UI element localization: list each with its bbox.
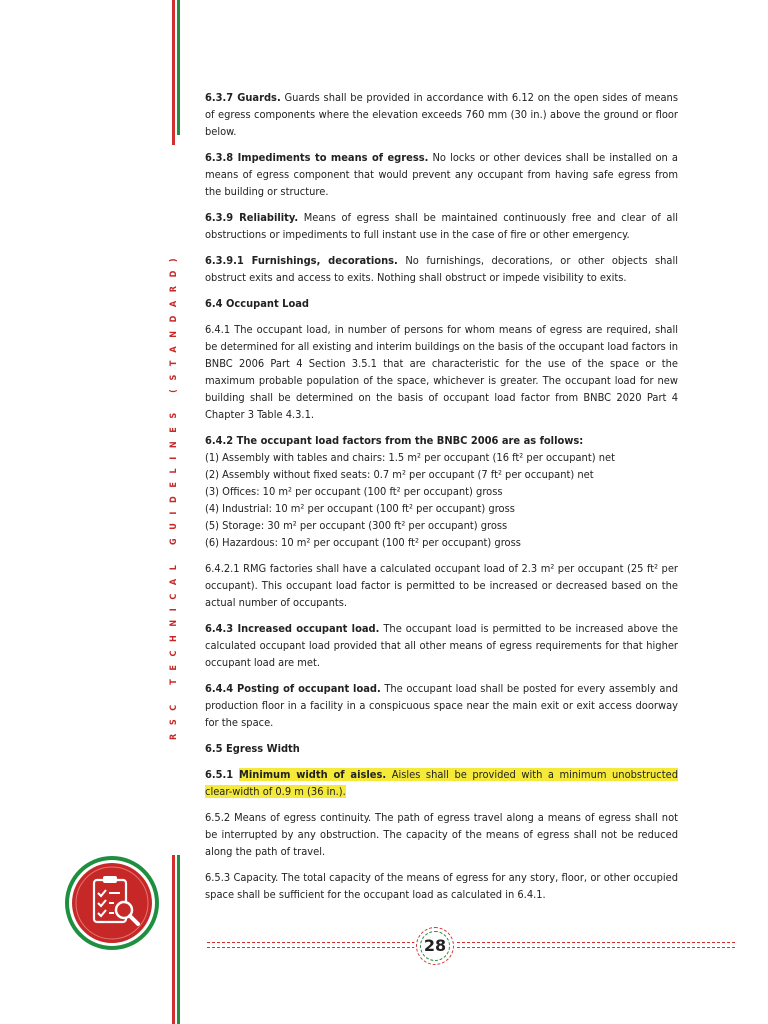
occupant-load-factors — [205, 432, 678, 551]
page-number: 28 — [423, 936, 447, 955]
section-6-3-8 — [205, 149, 678, 200]
section-6-5-3: 6.5.3 Capacity. The total capacity of the means of egress for any story, floor, or other occupied space shall be sufficient for the occupant load as calculated in 6.4.1. — [205, 871, 678, 901]
highlighted-text — [205, 768, 678, 798]
footer-divider-red — [207, 942, 735, 943]
clipboard-magnifier-icon — [64, 855, 160, 951]
section-text: No locks or other devices shall be installed on a means of egress component that would prevent any occupant from having safe egress from the building or structure. — [205, 151, 678, 198]
section-text: Aisles shall be provided with a minimum unobstructed clear-width of 0.9 m (36 in.). — [205, 768, 678, 798]
section-text: Means of egress shall be maintained continuously free and clear of all obstructions or impediments to full instant use in the case of fire or other emergency. — [205, 211, 678, 241]
sidebar-red-bar-top — [172, 0, 175, 145]
section-6-4-3 — [205, 620, 678, 671]
section-text: The occupant load is permitted to be increased above the calculated occupant load provided that all other means of egress requirements for that higher occupant load are met. — [205, 622, 679, 669]
section-text: The occupant load shall be posted for every assembly and production floor in a facility in a conspicuous space near the main exit or exit access doorway for the space. — [205, 682, 678, 729]
sidebar-red-bar-bottom — [172, 855, 175, 1024]
sidebar-vertical-title: RSC TECHNICAL GUIDELINES (STANDARD) — [169, 249, 179, 741]
section-label: 6.3.7 Guards. — [205, 91, 281, 104]
list-item: (6) Hazardous: 10 m² per occupant (100 ft² per occupant) gross — [205, 536, 521, 549]
list-item: (3) Offices: 10 m² per occupant (100 ft² per occupant) gross — [205, 485, 503, 498]
sidebar-green-bar-top — [177, 0, 180, 135]
section-label: Minimum width of aisles. — [239, 768, 387, 781]
main-content — [205, 89, 678, 912]
section-label: 6.3.9 Reliability. — [205, 211, 299, 224]
section-text: No furnishings, decorations, or other objects shall obstruct exits and access to exits. Nothing shall obstruct or impede visibility to exits. — [205, 254, 679, 284]
section-label: 6.3.9.1 Furnishings, decorations. — [205, 254, 398, 267]
list-item: (2) Assembly without fixed seats: 0.7 m² per occupant (7 ft² per occupant) net — [205, 468, 594, 481]
section-6-4-2-1: 6.4.2.1 RMG factories shall have a calculated occupant load of 2.3 m² per occupant (25 ft² per occupant). This occupant load factor is permitted to be increased or decreased based on the actual number of occupants. — [205, 562, 678, 609]
list-item: (1) Assembly with tables and chairs: 1.5 m² per occupant (16 ft² per occupant) net — [205, 451, 615, 464]
page-number-badge — [416, 927, 454, 965]
section-6-3-7 — [205, 89, 678, 140]
list-item: (5) Storage: 30 m² per occupant (300 ft² per occupant) gross — [205, 519, 508, 532]
section-6-5-1 — [205, 766, 678, 800]
heading-6-5: 6.5 Egress Width — [205, 742, 300, 755]
section-text: Guards shall be provided in accordance with 6.12 on the open sides of means of egress components where the elevation exceeds 760 mm (30 in.) above the ground or floor below. — [205, 91, 678, 138]
section-6-5-2: 6.5.2 Means of egress continuity. The path of egress travel along a means of egress shall not be interrupted by any obstruction. The capacity of the means of egress shall not be reduced along the path of travel. — [205, 811, 678, 858]
section-label: 6.3.8 Impediments to means of egress. — [205, 151, 429, 164]
section-label: 6.4.3 Increased occupant load. — [205, 622, 380, 635]
heading-6-4-2: 6.4.2 The occupant load factors from the BNBC 2006 are as follows: — [205, 434, 584, 447]
footer-divider-green — [207, 947, 735, 948]
sidebar-green-bar-bottom — [177, 855, 180, 1024]
section-6-3-9-1 — [205, 252, 678, 286]
section-6-4-4 — [205, 680, 678, 731]
section-6-4-1: 6.4.1 The occupant load, in number of persons for whom means of egress are required, shall be determined for all existing and interim buildings on the basis of the occupant load factors in BNBC 2006 Part 4 Section 3.5.1 that are characteristic for the use of the space or the maximum probable population of the space, whichever is greater. The occupant load for new building shall be determined on the basis of occupant load factor from BNBC 2020 Part 4 Chapter 3 Table 4.3.1. — [205, 323, 678, 421]
heading-6-4: 6.4 Occupant Load — [205, 297, 310, 310]
section-6-3-9 — [205, 209, 678, 243]
list-item: (4) Industrial: 10 m² per occupant (100 ft² per occupant) gross — [205, 502, 515, 515]
section-label: 6.4.4 Posting of occupant load. — [205, 682, 381, 695]
section-number: 6.5.1 — [205, 768, 240, 781]
